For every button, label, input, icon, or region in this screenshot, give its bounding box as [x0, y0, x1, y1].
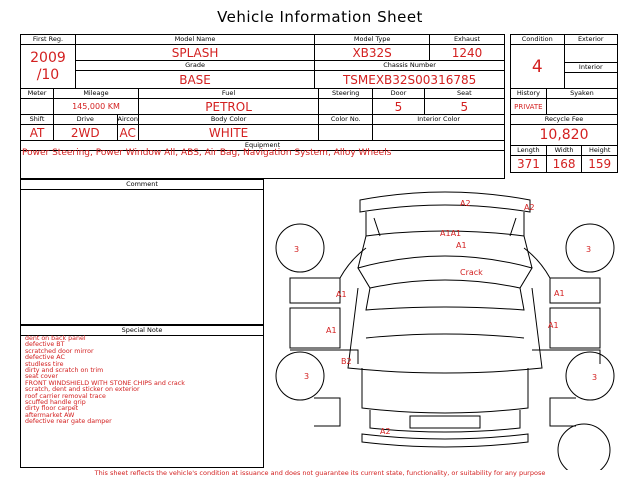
damage-mark: A1	[326, 326, 337, 335]
damage-mark: A1	[548, 321, 559, 330]
damage-mark: 3	[304, 372, 310, 381]
damage-mark: A1	[456, 241, 467, 250]
comment-header: Comment	[21, 180, 263, 190]
recycle-fee-value: 10,820	[511, 125, 618, 146]
equipment-value: Power Steering, Power Window All, ABS, Air Bag, Navigation System, Alloy Wheels	[22, 148, 392, 158]
damage-mark: Crack	[460, 268, 483, 277]
body-color-value: WHITE	[138, 125, 318, 141]
width-label: Width	[546, 146, 582, 156]
special-note-item: dirty floor carpet	[25, 405, 79, 413]
mileage-label: Mileage	[54, 89, 139, 99]
first-reg-year: 2009	[30, 49, 66, 66]
aircon-value: AC	[117, 125, 138, 141]
special-note-item: seat cover	[25, 373, 58, 381]
special-note-item: dirty and scratch on trim	[25, 367, 104, 375]
special-note-item: defective AC	[25, 354, 65, 362]
syaken-value	[546, 99, 617, 115]
damage-mark: A1	[554, 289, 565, 298]
special-note-item: defective rear gate damper	[25, 418, 112, 426]
damage-mark: A1A1	[440, 229, 462, 238]
condition-grid	[510, 34, 618, 89]
syaken-label: Syaken	[546, 89, 617, 99]
length-label: Length	[511, 146, 547, 156]
exhaust-value: 1240	[430, 45, 505, 61]
special-note-item: studless tire	[25, 360, 64, 368]
model-name-value: SPLASH	[75, 45, 314, 61]
door-value: 5	[373, 99, 424, 115]
damage-mark: B2	[341, 357, 352, 366]
exterior-label: Exterior	[564, 35, 617, 45]
comment-box	[20, 179, 264, 325]
steering-value	[319, 99, 373, 115]
damage-mark: 3	[586, 245, 592, 254]
recycle-fee-label: Recycle Fee	[511, 115, 618, 125]
chassis-value: TSMEXB32S00316785	[315, 71, 505, 89]
exhaust-label: Exhaust	[430, 35, 505, 45]
color-no-value	[319, 125, 373, 141]
damage-marks	[294, 199, 597, 436]
rear-right-wheel	[566, 352, 614, 400]
damage-mark: 3	[592, 373, 598, 382]
rear-left-wheel	[276, 352, 324, 400]
special-note-item: scratch, dent and sticker on exterior	[25, 386, 140, 394]
front-left-wheel	[276, 224, 324, 272]
spec-grid	[20, 88, 505, 179]
first-reg-month: /10	[36, 66, 60, 83]
special-note-list	[21, 336, 263, 426]
meter-label: Meter	[21, 89, 54, 99]
shift-value: AT	[21, 125, 54, 141]
sheet-title: Vehicle Information Sheet	[217, 8, 423, 26]
condition-label: Condition	[511, 35, 565, 45]
special-note-header: Special Note	[21, 326, 263, 336]
width-value: 168	[546, 156, 582, 173]
grade-value: BASE	[75, 71, 314, 89]
condition-value: 4	[511, 45, 565, 89]
seat-value: 5	[424, 99, 504, 115]
mileage-value: 145,000 KM	[54, 99, 139, 115]
shift-label: Shift	[21, 115, 54, 125]
vehicle-info-grid	[20, 34, 505, 89]
special-note-item: scratched door mirror	[25, 347, 94, 355]
special-note-item: FRONT WINDSHIELD WITH STONE CHIPS and crack	[25, 379, 185, 387]
equipment-label: Equipment	[21, 141, 505, 151]
model-type-label: Model Type	[315, 35, 430, 45]
first-reg-value	[21, 45, 76, 89]
drive-label: Drive	[54, 115, 118, 125]
comment-text	[21, 190, 263, 191]
interior-value	[564, 73, 617, 89]
damage-mark: 3	[294, 245, 300, 254]
damage-mark: A2	[460, 199, 471, 208]
recycle-grid	[510, 88, 618, 173]
grade-label: Grade	[75, 61, 314, 71]
disclaimer-footer: This sheet reflects the vehicle's condition at issuance and does not guarantee its current state, functionality, or suitability for any purpose	[94, 469, 546, 477]
damage-mark: A2	[524, 203, 535, 212]
damage-mark: A2	[380, 427, 391, 436]
history-label: History	[511, 89, 547, 99]
door-label: Door	[373, 89, 424, 99]
fuel-value: PETROL	[138, 99, 318, 115]
special-note-item: dent on back panel	[25, 335, 86, 342]
special-note-item: aftermarket AW	[25, 411, 75, 419]
meter-value	[21, 99, 54, 115]
history-value: PRIVATE	[511, 99, 547, 115]
first-reg-label: First Reg.	[21, 35, 76, 45]
height-value: 159	[582, 156, 618, 173]
special-note-item: defective BT	[25, 341, 65, 349]
exterior-value	[564, 45, 617, 63]
special-note-box	[20, 325, 264, 468]
special-note-item: scuffed handle grip	[25, 399, 86, 407]
chassis-label: Chassis Number	[315, 61, 505, 71]
drive-value: 2WD	[54, 125, 118, 141]
body-color-label: Body Color	[138, 115, 318, 125]
seat-label: Seat	[424, 89, 504, 99]
color-no-label: Color No.	[319, 115, 373, 125]
steering-label: Steering	[319, 89, 373, 99]
interior-label: Interior	[564, 63, 617, 73]
aircon-label: Aircon	[117, 115, 138, 123]
length-value: 371	[511, 156, 547, 173]
damage-mark: A1	[336, 290, 347, 299]
car-damage-diagram	[270, 178, 620, 470]
model-type-value: XB32S	[315, 45, 430, 61]
fuel-label: Fuel	[138, 89, 318, 99]
special-note-item: roof carrier removal trace	[25, 392, 106, 400]
model-name-label: Model Name	[75, 35, 314, 45]
height-label: Height	[582, 146, 618, 156]
interior-color-label: Interior Color	[373, 115, 505, 125]
interior-color-value	[373, 125, 505, 141]
spare-wheel	[558, 424, 610, 470]
